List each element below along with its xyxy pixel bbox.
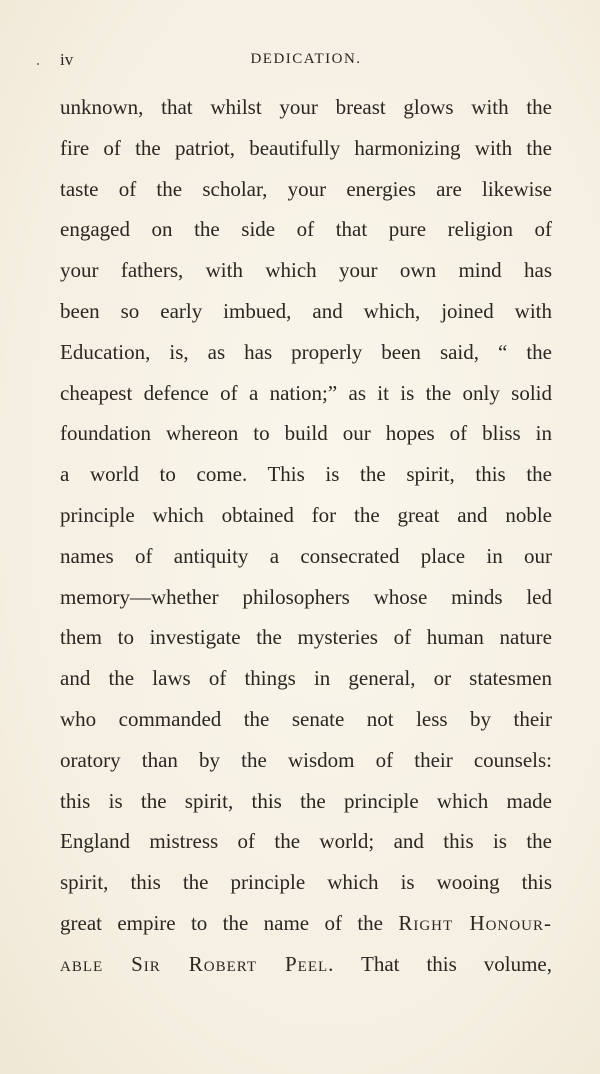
text-line: engaged on the side of that pure religion of (60, 217, 552, 242)
text-line (60, 944, 552, 985)
line-tail-text: That this volume, (361, 951, 552, 976)
body-text (60, 87, 552, 985)
name-small-caps: able Sir Robert Peel. (60, 951, 335, 976)
text-line: your fathers, with which your own mind has (60, 258, 552, 283)
title-small-caps: Right Honour- (398, 910, 552, 935)
text-line: fire of the patriot, beautifully harmonizing with the (60, 135, 552, 160)
text-line: taste of the scholar, your energies are likewise (60, 176, 552, 201)
text-line: spirit, this the principle which is wooing this (60, 870, 552, 895)
page-number: iv (60, 50, 74, 69)
text-line: principle which obtained for the great and noble (60, 502, 552, 527)
running-title: DEDICATION. (250, 51, 362, 67)
text-line: and the laws of things in general, or statesmen (60, 666, 552, 691)
text-line: a world to come. This is the spirit, this the (60, 462, 552, 487)
running-header (60, 50, 552, 74)
text-line: cheapest defence of a nation;” as it is the only solid (60, 380, 552, 405)
text-line: this is the spirit, this the principle which made (60, 788, 552, 813)
text-line: foundation whereon to build our hopes of bliss in (60, 421, 552, 446)
line-lead-text: great empire to the name of the (60, 910, 383, 935)
text-line: memory—whether philosophers whose minds led (60, 584, 552, 609)
text-line: oratory than by the wisdom of their counsels: (60, 747, 552, 772)
text-line: been so early imbued, and which, joined with (60, 298, 552, 323)
text-line: Education, is, as has properly been said, “ the (60, 339, 552, 364)
text-line: unknown, that whilst your breast glows with the (60, 95, 552, 119)
text-line: England mistress of the world; and this is the (60, 829, 552, 854)
ink-speck (37, 63, 39, 65)
text-line: them to investigate the mysteries of human nature (60, 625, 552, 650)
text-line: who commanded the senate not less by their (60, 706, 552, 731)
text-line: names of antiquity a consecrated place in our (60, 543, 552, 568)
text-line (60, 903, 552, 944)
